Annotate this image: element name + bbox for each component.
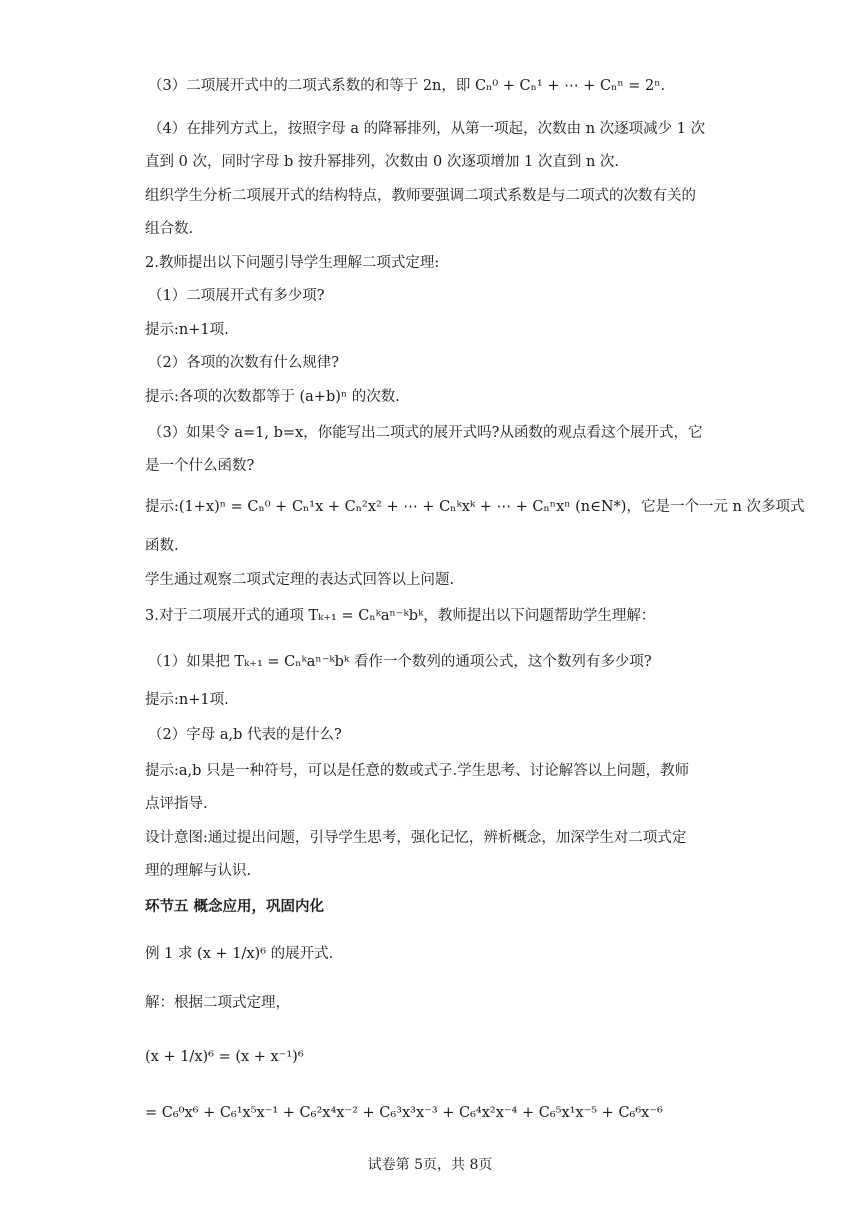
text-line: （1）如果把 Tₖ₊₁ = Cₙᵏaⁿ⁻ᵏbᵏ 看作一个数列的通项公式，这个数列有多少项? — [148, 654, 652, 670]
text-line: （3）如果令 a=1, b=x，你能写出二项式的展开式吗?从函数的观点看这个展开式，它 — [148, 425, 703, 441]
text-line: （1）二项展开式有多少项? — [148, 288, 325, 304]
text-line: 点评指导. — [145, 796, 208, 812]
text-line: 学生通过观察二项式定理的表达式回答以上问题. — [145, 572, 455, 588]
text-line: （2）字母 a,b 代表的是什么? — [148, 727, 342, 743]
text-line: 是一个什么函数? — [145, 458, 255, 474]
formula-line: = C₆⁰x⁶ + C₆¹x⁵x⁻¹ + C₆²x⁴x⁻² + C₆³x³x⁻³ + C₆⁴x²x⁻⁴ + C₆⁵x¹x⁻⁵ + C₆⁶x⁻⁶ — [145, 1105, 663, 1121]
text-line: （3）二项展开式中的二项式系数的和等于 2n，即 Cₙ⁰ + Cₙ¹ + ⋯ + Cₙⁿ = 2ⁿ. — [148, 78, 666, 94]
page-footer: 试卷第 5页，共 8页 — [367, 1157, 493, 1173]
text-line: 2.教师提出以下问题引导学生理解二项式定理: — [145, 255, 440, 271]
text-line: 提示:n+1项. — [145, 322, 229, 338]
text-line: 组织学生分析二项展开式的结构特点，教师要强调二项式系数是与二项式的次数有关的 — [145, 188, 696, 204]
text-line: 提示:各项的次数都等于 (a+b)ⁿ 的次数. — [145, 389, 400, 405]
section-heading: 环节五 概念应用，巩固内化 — [145, 898, 325, 915]
text-line: 设计意图:通过提出问题，引导学生思考，强化记忆，辨析概念，加深学生对二项式定 — [145, 830, 687, 846]
text-line: 函数. — [145, 538, 179, 554]
text-line: 提示:a,b 只是一种符号，可以是任意的数或式子.学生思考、讨论解答以上问题，教师 — [145, 763, 690, 779]
formula-line: (x + 1/x)⁶ = (x + x⁻¹)⁶ — [145, 1049, 304, 1065]
text-line: 提示:n+1项. — [145, 692, 229, 708]
text-line: （4）在排列方式上，按照字母 a 的降幂排列，从第一项起，次数由 n 次逐项减少 1 次 — [148, 121, 706, 137]
text-line: 组合数. — [145, 221, 194, 237]
text-line: 3.对于二项展开式的通项 Tₖ₊₁ = Cₙᵏaⁿ⁻ᵏbᵏ，教师提出以下问题帮助学生理解： — [145, 608, 656, 624]
text-line: （2）各项的次数有什么规律? — [148, 355, 339, 371]
example-title: 例 1 求 (x + 1/x)⁶ 的展开式. — [145, 946, 334, 962]
text-line: 解：根据二项式定理， — [145, 995, 290, 1011]
text-line: 理的理解与认识. — [145, 863, 252, 879]
text-line: 提示:(1+x)ⁿ = Cₙ⁰ + Cₙ¹x + Cₙ²x² + ⋯ + Cₙᵏxᵏ + ⋯ + Cₙⁿxⁿ (n∈N*)，它是一个一元 n 次多项式 — [145, 499, 805, 515]
text-line: 直到 0 次，同时字母 b 按升幂排列，次数由 0 次逐项增加 1 次直到 n 次. — [145, 154, 619, 170]
